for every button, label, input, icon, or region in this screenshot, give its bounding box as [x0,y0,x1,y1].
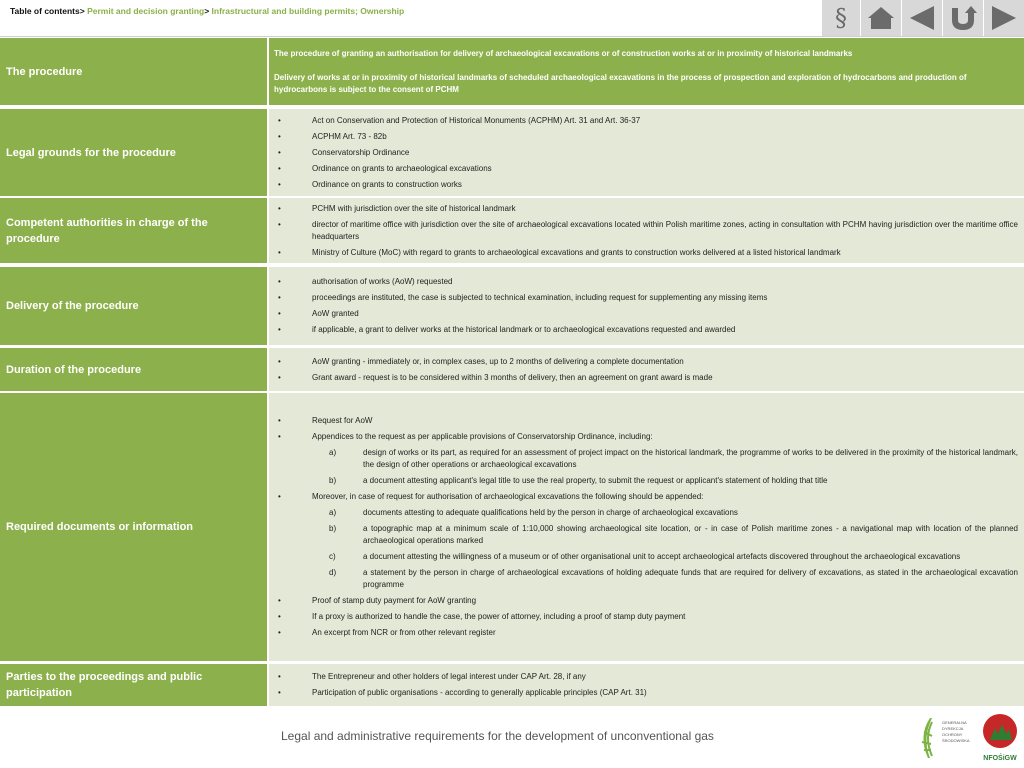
list-item: • Ministry of Culture (MoC) with regard to grants to archaeological excavations and grants to construction works delivered at a listed historical landmark [278,247,841,257]
list-item: • director of maritime office with jurisdiction over the site of archaeological excavations located within Polish maritime zones, acting in consultation with PCHM having jurisdiction over the maritime office headquarters [278,219,1018,241]
home-button[interactable] [861,0,901,36]
row-delivery [0,267,1024,345]
footer-title: Legal and administrative requirements for the development of unconventional gas [281,729,714,743]
list-item: • Conservatorship Ordinance [278,147,410,157]
content-duration [269,348,1024,391]
row-required-documents [0,393,1024,661]
list-item: • AoW granted [278,309,359,318]
list-item: • Appendices to the request as per applicable provisions of Conservatorship Ordinance, including: [278,432,653,441]
label-duration: Duration of the procedure [0,348,267,391]
row-parties [0,664,1024,706]
list-item: • proceedings are instituted, the case is subjected to technical examination, including request for supplementing any missing items [278,293,768,302]
breadcrumb-table-of-contents[interactable]: Table of contents [10,6,80,16]
list-item: • Ordinance on grants to construction works [278,179,462,189]
list-item: • Request for AoW [278,416,373,425]
content-procedure [269,38,1024,105]
list-item: • Proof of stamp duty payment for AoW granting [278,596,477,605]
procedure-paragraph-2: Delivery of works at or in proximity of historical landmarks of scheduled archaeological excavations in the process of prospection and exploration of hydrocarbons and production of hydrocarbons is subject to the consent of PCHM [274,72,967,94]
content-delivery [269,267,1024,345]
label-delivery: Delivery of the procedure [0,267,267,345]
list-item: • if applicable, a grant to deliver works at the historical landmark or to archaeological excavations requested and awarded [278,325,736,334]
sub-list-item: a) design of works or its part, as required for an assessment of project impact on the historical landmark, the programme of works to be delivered in the proximity of the historical landmark, the design of other operations or archaeological excavations [329,448,1018,469]
list-item: • AoW granting - immediately or, in complex cases, up to 2 months of delivering a complete documentation [278,356,684,366]
sub-list-item: b) a document attesting applicant's legal title to use the real property, to submit the request or applicant's statement of holding that title [329,476,828,485]
gdos-logo [916,712,970,764]
content-legal-grounds [269,109,1024,196]
label-legal-grounds: Legal grounds for the procedure [0,109,267,196]
top-bar [0,0,1024,36]
back-button[interactable] [902,0,942,36]
list-item: • Ordinance on grants to archaeological excavations [278,163,492,173]
row-legal-grounds [0,109,1024,196]
list-item: • PCHM with jurisdiction over the site of historical landmark [278,203,516,213]
triangle-right-icon [990,5,1018,31]
nfosigw-logo-text: NFOŚiGW [983,755,1017,762]
sub-list-item: a) documents attesting to adequate qualifications held by the person in charge of archaeological excavations [329,508,738,517]
top-divider [0,36,1024,37]
list-item: • authorisation of works (AoW) requested [278,277,453,286]
sub-list-item: c) a document attesting the willingness of a museum or of other organisational unit to accept archaeological artefacts discovered throughout the archaeological excavations [329,552,961,561]
sub-list-item: d) a statement by the person in charge of archaeological excavations of holding adequate funds that are required for delivery of excavations, as stated in the archaeological excavation programme [329,568,1018,589]
list-item: • Participation of public organisations - according to generally applicable principles (CAP Art. 31) [278,688,647,697]
label-parties: Parties to the proceedings and public participation [0,664,267,706]
breadcrumb-permit-granting[interactable]: Permit and decision granting [87,6,205,16]
content-parties [269,664,1024,706]
return-icon [948,4,978,32]
return-button[interactable] [943,0,983,36]
list-item: • An excerpt from NCR or from other relevant register [278,628,496,637]
label-competent-authorities: Competent authorities in charge of the procedure [0,198,267,263]
list-item: • ACPHM Art. 73 - 82b [278,131,387,141]
sub-list-item: b) a topographic map at a minimum scale of 1:10,000 showing archaeological site location, or - in case of Polish maritime zones - a navigational map with location of the planned archaeological operations marked [329,524,1018,545]
list-item: • Act on Conservation and Protection of Historical Monuments (ACPHM) Art. 31 and Art. 36-37 [278,115,641,125]
section-button[interactable]: § [822,0,860,36]
gdos-logo-text: GENERALNA DYREKCJA OCHRONY ŚRODOWISKA [942,720,970,743]
content-competent-authorities [269,198,1024,263]
row-duration [0,348,1024,391]
forward-button[interactable] [984,0,1024,36]
list-item: • Moreover, in case of request for authorisation of archaeological excavations the following should be appended: [278,492,704,501]
list-item: • Grant award - request is to be considered within 3 months of delivery, then an agreement on grant award is made [278,372,713,382]
list-item: • If a proxy is authorized to handle the case, the power of attorney, including a proof of stamp duty payment [278,612,686,621]
triangle-left-icon [908,5,936,31]
home-icon [867,5,895,31]
procedure-paragraph-1: The procedure of granting an authorisation for delivery of archaeological excavations or of construction works at or in proximity of historical landmarks [274,48,853,58]
breadcrumb-infrastructural-permits[interactable]: Infrastructural and building permits; Ownership [211,6,405,16]
row-competent-authorities [0,198,1024,263]
list-item: • The Entrepreneur and other holders of legal interest under CAP Art. 28, if any [278,672,586,681]
nfosigw-logo [978,712,1022,764]
nav-buttons [822,0,1024,36]
content-required-documents [269,393,1024,661]
label-procedure: The procedure [0,38,267,105]
breadcrumb: Table of contents> Permit and decision granting> Infrastructural and building permits; Ownership [10,6,405,16]
label-required-documents: Required documents or information [0,393,267,661]
row-procedure [0,38,1024,105]
